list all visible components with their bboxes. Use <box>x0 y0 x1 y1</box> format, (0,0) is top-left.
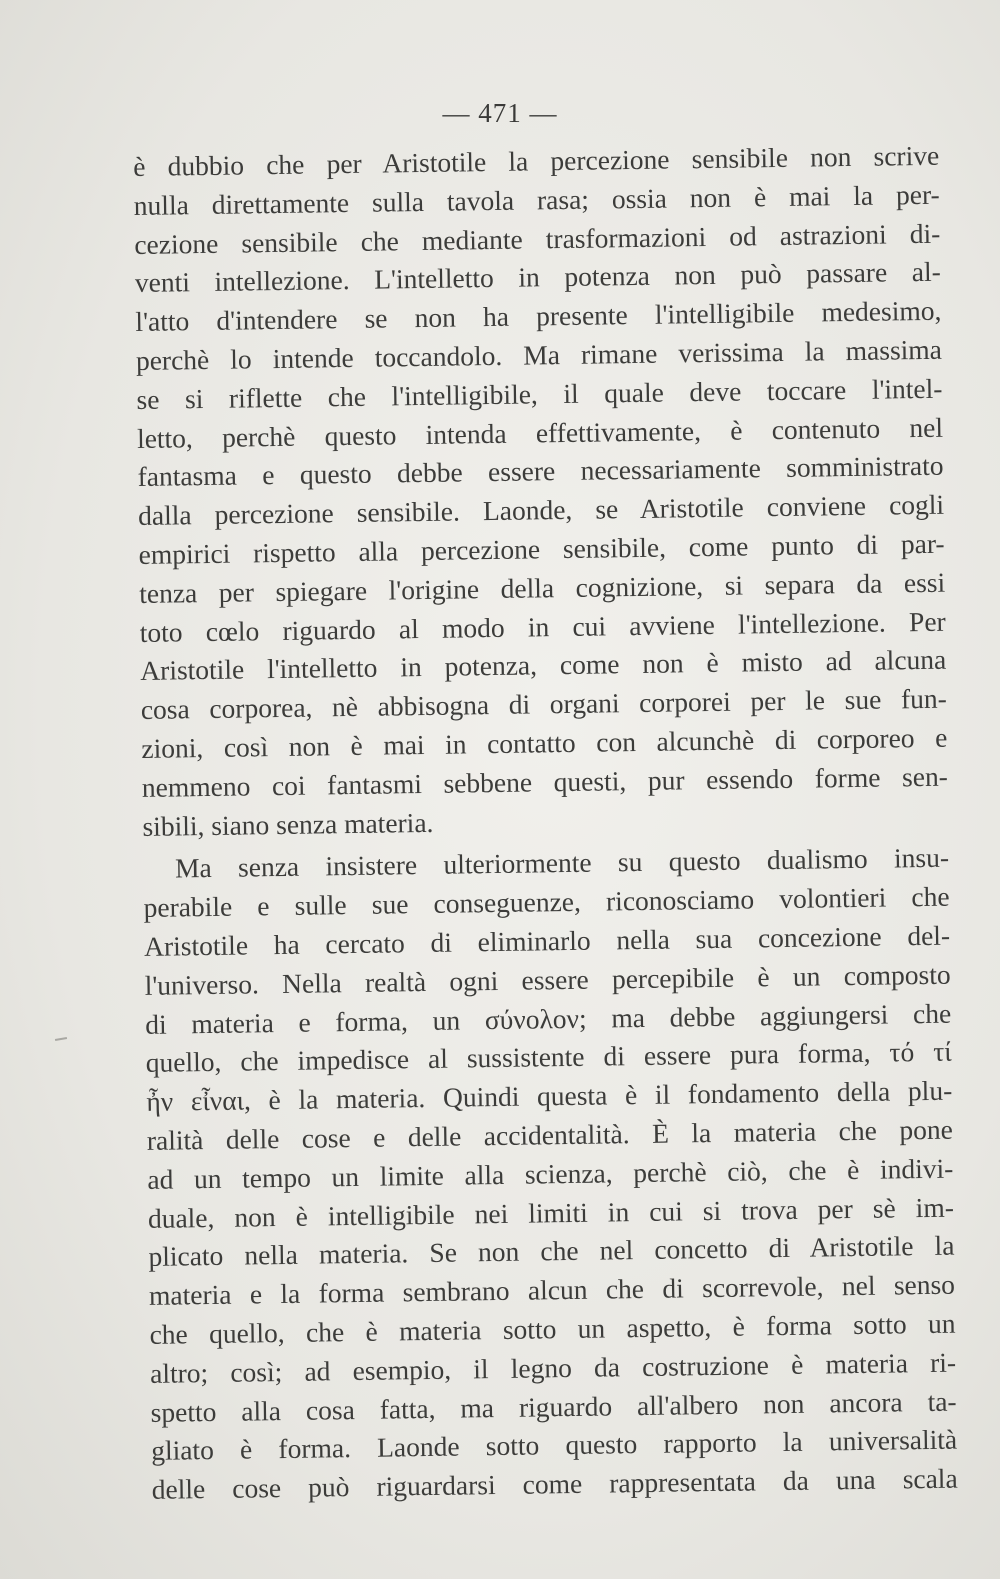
text-line: nulla direttamente sulla tavola rasa; ossia non è mai la per- <box>133 178 940 221</box>
text-line: Ma senza insistere ulteriormente su questo dualismo insu- <box>174 842 950 884</box>
text-line: nemmeno coi fantasmi sebbene questi, pur essendo forme sen- <box>141 760 949 803</box>
page-number: — 471 — <box>442 98 558 128</box>
text-line: l'atto d'intendere se non ha presente l'intelligibile medesimo, <box>135 294 942 338</box>
text-line: venti intellezione. L'intelletto in potenza non può passare al- <box>134 256 942 299</box>
text-line: ralità delle cose e delle accidentalità. È la materia che pone <box>146 1113 953 1156</box>
text-line: ἦν εἶναι, è la materia. Quindi questa è il fondamento della plu- <box>146 1074 953 1118</box>
text-line: letto, perchè questo intenda effettivamente, è contenuto nel <box>136 411 944 454</box>
text-line: tenza per spiegare l'origine della cognizione, si separa da essi <box>139 566 946 609</box>
text-line: gliato è forma. Laonde sotto questo rapporto la universalità <box>150 1423 958 1467</box>
text-line: cezione sensibile che mediante trasformazioni od astrazioni di- <box>134 217 941 260</box>
text-line: zioni, così non è mai in contatto con alcunchè di corporeo e <box>141 721 948 764</box>
text-line: Aristotile ha cercato di eliminarlo nella sua concezione del- <box>143 919 951 962</box>
text-line: delle cose può riguardarsi come rappresentata da una scala <box>151 1462 958 1505</box>
body-text <box>133 137 958 1510</box>
text-line: fantasma e questo debbe essere necessariamente somministrato <box>137 450 944 493</box>
text-line: duale, non è intelligibile nei limiti in cui si trova per sè im- <box>147 1191 955 1234</box>
text-line: toto cœlo riguardo al modo in cui avviene l'intellezione. Per <box>139 605 946 648</box>
text-line: Aristotile l'intelletto in potenza, come non è misto ad alcuna <box>140 644 947 687</box>
margin-mark <box>55 1037 67 1041</box>
text-line: altro; così; ad esempio, il legno da costruzione è materia ri- <box>149 1346 957 1389</box>
text-line: sibili, siano senza materia. <box>142 806 434 842</box>
text-line: dalla percezione sensibile. Laonde, se Aristotile conviene cogli <box>137 488 945 532</box>
text-line: l'universo. Nella realtà ogni essere percepibile è un composto <box>144 958 951 1001</box>
text-line: empirici rispetto alla percezione sensibile, come punto di par- <box>138 527 945 570</box>
text-line: se si riflette che l'intelligibile, il quale deve toccare l'intel- <box>136 372 943 415</box>
text-line: è dubbio che per Aristotile la percezione sensibile non scrive <box>133 139 940 182</box>
text-line: perchè lo intende toccandolo. Ma rimane verissima la massima <box>135 333 943 376</box>
text-line: cosa corporea, nè abbisogna di organi corporei per le sue fun- <box>140 682 947 726</box>
text-line: perabile e sulle sue conseguenze, riconosciamo volontieri che <box>143 880 950 924</box>
text-line: materia e la forma sembrano alcun che di scorrevole, nel senso <box>148 1268 956 1311</box>
paragraph <box>133 137 949 847</box>
paragraph <box>143 839 958 1510</box>
text-line: spetto alla cosa fatta, ma riguardo all'albero non ancora ta- <box>150 1385 957 1428</box>
text-line: di materia e forma, un σύνολον; ma debbe aggiungersi che <box>145 997 952 1040</box>
text-line: plicato nella materia. Se non che nel concetto di Aristotile la <box>148 1229 955 1273</box>
text-line: ad un tempo un limite alla scienza, perchè ciò, che è indivi- <box>147 1152 954 1195</box>
text-line: quello, che impedisce al sussistente di essere pura forma, τό τί <box>145 1035 952 1079</box>
text-line: che quello, che è materia sotto un aspetto, è forma sotto un <box>149 1307 956 1350</box>
